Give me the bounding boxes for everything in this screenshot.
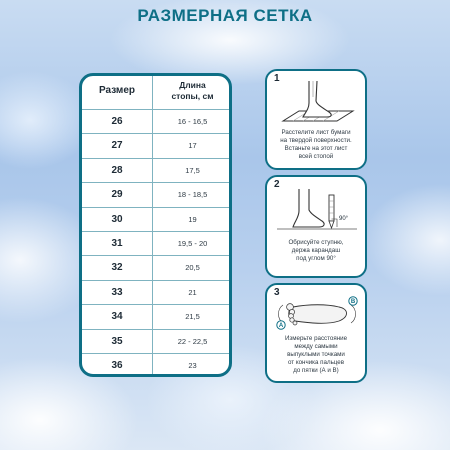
- length-cell: 18 - 18,5: [177, 190, 208, 200]
- step-line: держа карандаш: [291, 247, 341, 254]
- table-row: [82, 354, 229, 377]
- table-row: [82, 159, 229, 183]
- step-line: Расстелите лист бумаги: [281, 129, 351, 136]
- length-cell: 20,5: [185, 263, 200, 273]
- table-row: [82, 183, 229, 207]
- table-row: [82, 281, 229, 305]
- step-line: Встаньте на этот лист: [284, 145, 348, 152]
- step-card-3: [265, 283, 367, 383]
- header-foot-length: [153, 80, 232, 102]
- length-cell: 19: [188, 214, 197, 224]
- table-header: [82, 76, 229, 110]
- step-card-2: [265, 175, 367, 278]
- step-line: между самыми: [294, 343, 338, 350]
- step-line: до пятки (А и В): [293, 367, 339, 374]
- table-row: [82, 330, 229, 354]
- foot-on-paper-icon: [269, 77, 363, 127]
- step-line: выпуклыми точками: [287, 351, 345, 358]
- size-cell: 28: [111, 164, 123, 176]
- step-line: на твердой поверхности.: [280, 137, 352, 144]
- size-cell: 27: [111, 140, 123, 152]
- length-cell: 21: [188, 287, 197, 297]
- length-cell: 17,5: [185, 165, 200, 175]
- table-row: [82, 305, 229, 329]
- size-cell: 26: [111, 116, 123, 127]
- table-row: [82, 134, 229, 158]
- step-card-1: [265, 69, 367, 170]
- size-cell: 33: [111, 286, 123, 298]
- header-length-line1: Длина: [179, 80, 206, 90]
- step-description: [271, 239, 361, 263]
- length-cell: 17: [188, 141, 197, 151]
- size-table: [79, 73, 232, 377]
- step-description: [271, 129, 361, 161]
- page-title: РАЗМЕРНАЯ СЕТКА: [137, 6, 313, 25]
- size-cell: 32: [111, 262, 123, 274]
- length-cell: 16 - 16,5: [177, 117, 208, 126]
- length-cell: 21,5: [185, 312, 200, 322]
- size-cell: 34: [111, 311, 123, 323]
- table-row: [82, 256, 229, 280]
- length-cell: 23: [188, 360, 197, 370]
- table-row: [82, 208, 229, 232]
- step-number: 3: [274, 287, 280, 298]
- step-number: 2: [274, 179, 280, 190]
- step-description: [271, 335, 361, 375]
- step-line: Обрисуйте ступню,: [288, 239, 344, 246]
- point-a-label: A: [278, 323, 284, 330]
- length-cell: 22 - 22,5: [177, 336, 208, 346]
- step-number: 1: [274, 73, 280, 84]
- step-line: Измерьте расстояние: [284, 335, 348, 342]
- step-line: от кончика пальцев: [287, 359, 344, 366]
- table-row: [82, 110, 229, 134]
- size-cell: 36: [111, 359, 123, 371]
- table-body: [82, 110, 229, 377]
- trace-foot-pencil-icon: [269, 183, 363, 233]
- header-size: Размер: [98, 85, 135, 96]
- angle-label: 90°: [339, 216, 349, 222]
- measure-foot-length-icon: [269, 295, 363, 331]
- step-line: всей стопой: [298, 153, 334, 160]
- table-row: [82, 232, 229, 256]
- size-cell: 35: [111, 335, 123, 347]
- point-b-label: B: [350, 299, 356, 306]
- length-cell: 19,5 - 20: [177, 238, 208, 248]
- step-line: под углом 90°: [296, 255, 336, 262]
- size-cell: 31: [111, 237, 123, 249]
- header-length-line2: стопы, см: [171, 91, 214, 101]
- size-cell: 29: [111, 189, 123, 201]
- size-cell: 30: [111, 213, 123, 225]
